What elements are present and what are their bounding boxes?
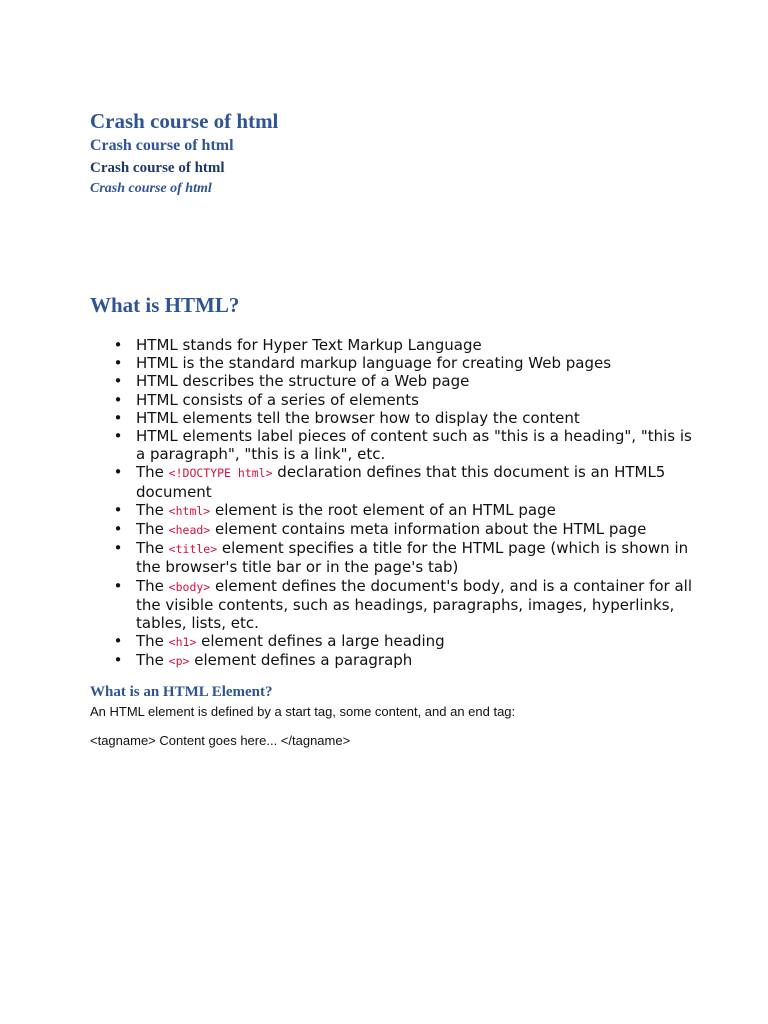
list-item-text: HTML consists of a series of elements	[136, 390, 419, 409]
list-item-text: The	[136, 520, 169, 539]
list-item	[112, 577, 692, 633]
inline-code-tag: <title>	[168, 542, 218, 557]
list-item-text: element is the root element of an HTML page	[210, 500, 556, 519]
list-item	[112, 539, 692, 576]
list-item-text: HTML elements label pieces of content such as "this is a heading", "this is a paragraph", "this is a link", etc.	[136, 427, 692, 464]
element-example: <tagname> Content goes here... </tagname>	[90, 733, 351, 748]
list-item	[112, 520, 692, 539]
list-item-text: The	[136, 632, 169, 651]
list-item	[112, 372, 692, 390]
list-item-text: The	[136, 463, 169, 482]
bullet-icon: •	[113, 576, 123, 595]
bullet-icon: •	[113, 500, 123, 519]
list-item-text: HTML stands for Hyper Text Markup Language	[136, 336, 482, 354]
bullet-icon: •	[113, 520, 123, 539]
list-item	[112, 427, 692, 463]
title-heading-2: Crash course of html	[90, 137, 234, 154]
list-item-text: HTML describes the structure of a Web page	[136, 372, 470, 391]
section-heading-what-is-html: What is HTML?	[90, 293, 240, 317]
list-item	[112, 391, 692, 409]
bullet-icon: •	[113, 336, 123, 354]
bullet-icon: •	[113, 632, 123, 651]
list-item	[112, 651, 692, 670]
bullet-icon: •	[113, 390, 123, 409]
inline-code-tag: <head>	[168, 523, 211, 538]
title-heading-4: Crash course of html	[90, 181, 212, 196]
list-item	[112, 354, 692, 372]
list-item-text: element defines a paragraph	[189, 651, 413, 670]
inline-code-tag: <p>	[168, 654, 190, 669]
list-item-text: HTML elements tell the browser how to display the content	[136, 408, 580, 427]
list-item-text: element defines a large heading	[196, 632, 445, 651]
title-heading-1: Crash course of html	[90, 109, 279, 133]
list-item-text: The	[136, 651, 169, 670]
html-facts-list	[112, 336, 692, 671]
list-item-text: element specifies a title for the HTML page (which is shown in the browser's title bar or in the page's tab)	[136, 539, 689, 577]
section-heading-html-element: What is an HTML Element?	[90, 684, 273, 700]
bullet-icon: •	[113, 354, 123, 373]
list-item-text: The	[136, 539, 169, 558]
list-item-text: element defines the document's body, and is a container for all the visible contents, such as headings, paragraphs, images, hyperlinks, tables, lists, etc.	[136, 576, 692, 633]
inline-code-tag: <!DOCTYPE html>	[168, 466, 273, 481]
list-item	[112, 336, 692, 354]
bullet-icon: •	[113, 372, 123, 391]
list-item	[112, 409, 692, 427]
inline-code-tag: <h1>	[168, 635, 197, 650]
list-item-text: The	[136, 500, 169, 519]
bullet-icon: •	[113, 539, 123, 558]
element-description: An HTML element is defined by a start tag, some content, and an end tag:	[90, 704, 516, 719]
list-item	[112, 463, 692, 500]
list-item	[112, 632, 692, 651]
bullet-icon: •	[113, 463, 123, 482]
title-heading-3: Crash course of html	[90, 160, 225, 176]
inline-code-tag: <body>	[168, 579, 211, 594]
bullet-icon: •	[113, 408, 123, 427]
bullet-icon: •	[113, 427, 123, 446]
list-item	[112, 501, 692, 520]
list-item-text: The	[136, 576, 169, 595]
inline-code-tag: <html>	[168, 503, 211, 518]
list-item-text: HTML is the standard markup language for creating Web pages	[136, 354, 612, 373]
list-item-text: element contains meta information about the HTML page	[210, 520, 647, 539]
bullet-icon: •	[113, 651, 123, 670]
list-item-text: declaration defines that this document is an HTML5 document	[136, 463, 666, 501]
